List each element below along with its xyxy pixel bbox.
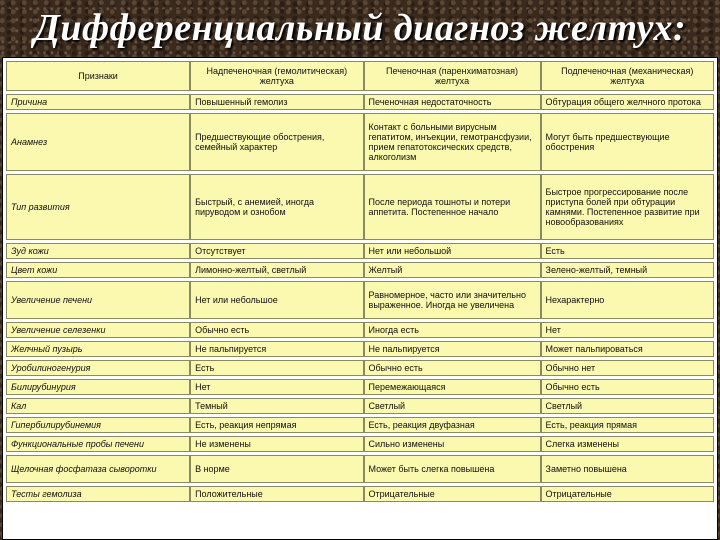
table-cell: Есть, реакция прямая <box>541 417 714 433</box>
table-cell: Иногда есть <box>364 322 541 338</box>
table-cell: Светлый <box>364 398 541 414</box>
row-label: Кал <box>6 398 190 414</box>
table-cell: Равномерное, часто или значительно выраженное. Иногда не увеличена <box>364 281 541 319</box>
row-label: Желчный пузырь <box>6 341 190 357</box>
header-hepatic: Печеночная (паренхиматозная) желтуха <box>364 61 541 91</box>
row-label: Увеличение селезенки <box>6 322 190 338</box>
table-row <box>6 262 714 278</box>
table-row <box>6 417 714 433</box>
row-label: Увеличение печени <box>6 281 190 319</box>
row-label: Функциональные пробы печени <box>6 436 190 452</box>
table-cell: Темный <box>190 398 363 414</box>
table-row <box>6 243 714 259</box>
diagnosis-table-frame <box>2 57 718 540</box>
header-prehepatic: Надпеченочная (гемолитическая) желтуха <box>190 61 363 91</box>
table-cell: Отрицательные <box>541 486 714 502</box>
table-cell: Слегка изменены <box>541 436 714 452</box>
row-label: Цвет кожи <box>6 262 190 278</box>
table-cell: Быстрое прогрессирование после приступа болей при обтурации камнями. Постепенное развитие при новообразованиях <box>541 174 714 240</box>
row-label: Причина <box>6 94 190 110</box>
table-cell: Нет <box>541 322 714 338</box>
table-cell: Светлый <box>541 398 714 414</box>
table-cell: Обтурация общего желчного протока <box>541 94 714 110</box>
row-label: Тип развития <box>6 174 190 240</box>
row-label: Гипербилирубинемия <box>6 417 190 433</box>
table-cell: Может быть слегка повышена <box>364 455 541 483</box>
row-label: Уробилиногенурия <box>6 360 190 376</box>
table-cell: Повышенный гемолиз <box>190 94 363 110</box>
table-row <box>6 486 714 502</box>
table-row <box>6 436 714 452</box>
table-row <box>6 174 714 240</box>
table-cell: Перемежающаяся <box>364 379 541 395</box>
table-cell: Быстрый, с анемией, иногда пируводом и ознобом <box>190 174 363 240</box>
table-cell: Печеночная недостаточность <box>364 94 541 110</box>
slide-title: Дифференциальный диагноз желтух: <box>33 7 687 49</box>
table-cell: После периода тошноты и потери аппетита. Постепенное начало <box>364 174 541 240</box>
table-cell: Обычно есть <box>541 379 714 395</box>
table-row <box>6 113 714 171</box>
table-row <box>6 341 714 357</box>
table-cell: Сильно изменены <box>364 436 541 452</box>
table-cell: Не пальпируется <box>364 341 541 357</box>
table-cell: Нет или небольшой <box>364 243 541 259</box>
table-cell: Обычно есть <box>364 360 541 376</box>
table-cell: Обычно есть <box>190 322 363 338</box>
row-label: Тесты гемолиза <box>6 486 190 502</box>
table-cell: Контакт с больными вирусным гепатитом, инъекции, гемотрансфузии, прием гепатотоксических средств, алкоголизм <box>364 113 541 171</box>
table-cell: Есть, реакция непрямая <box>190 417 363 433</box>
row-label: Зуд кожи <box>6 243 190 259</box>
table-row <box>6 398 714 414</box>
table-cell: Заметно повышена <box>541 455 714 483</box>
table-cell: Может пальпироваться <box>541 341 714 357</box>
table-row <box>6 379 714 395</box>
table-row <box>6 281 714 319</box>
table-cell: Нет <box>190 379 363 395</box>
table-row <box>6 94 714 110</box>
table-row <box>6 360 714 376</box>
table-cell: Лимонно-желтый, светлый <box>190 262 363 278</box>
header-posthepatic: Подпеченочная (механическая) желтуха <box>541 61 714 91</box>
table-cell: Зелено-желтый, темный <box>541 262 714 278</box>
row-label: Билирубинурия <box>6 379 190 395</box>
table-cell: В норме <box>190 455 363 483</box>
row-label: Щелочная фосфатаза сыворотки <box>6 455 190 483</box>
table-cell: Могут быть предшествующие обострения <box>541 113 714 171</box>
header-signs: Признаки <box>6 61 190 91</box>
table-cell: Есть <box>541 243 714 259</box>
table-cell: Отсутствует <box>190 243 363 259</box>
table-cell: Положительные <box>190 486 363 502</box>
table-cell: Не изменены <box>190 436 363 452</box>
table-cell: Желтый <box>364 262 541 278</box>
table-cell: Есть, реакция двуфазная <box>364 417 541 433</box>
table-header-row <box>6 61 714 91</box>
table-row <box>6 455 714 483</box>
table-cell: Не пальпируется <box>190 341 363 357</box>
table-cell: Есть <box>190 360 363 376</box>
table-cell: Нехарактерно <box>541 281 714 319</box>
table-cell: Отрицательные <box>364 486 541 502</box>
row-label: Анамнез <box>6 113 190 171</box>
table-cell: Нет или небольшое <box>190 281 363 319</box>
table-row <box>6 322 714 338</box>
table-cell: Предшествующие обострения, семейный характер <box>190 113 363 171</box>
diagnosis-table <box>6 58 714 505</box>
table-cell: Обычно нет <box>541 360 714 376</box>
